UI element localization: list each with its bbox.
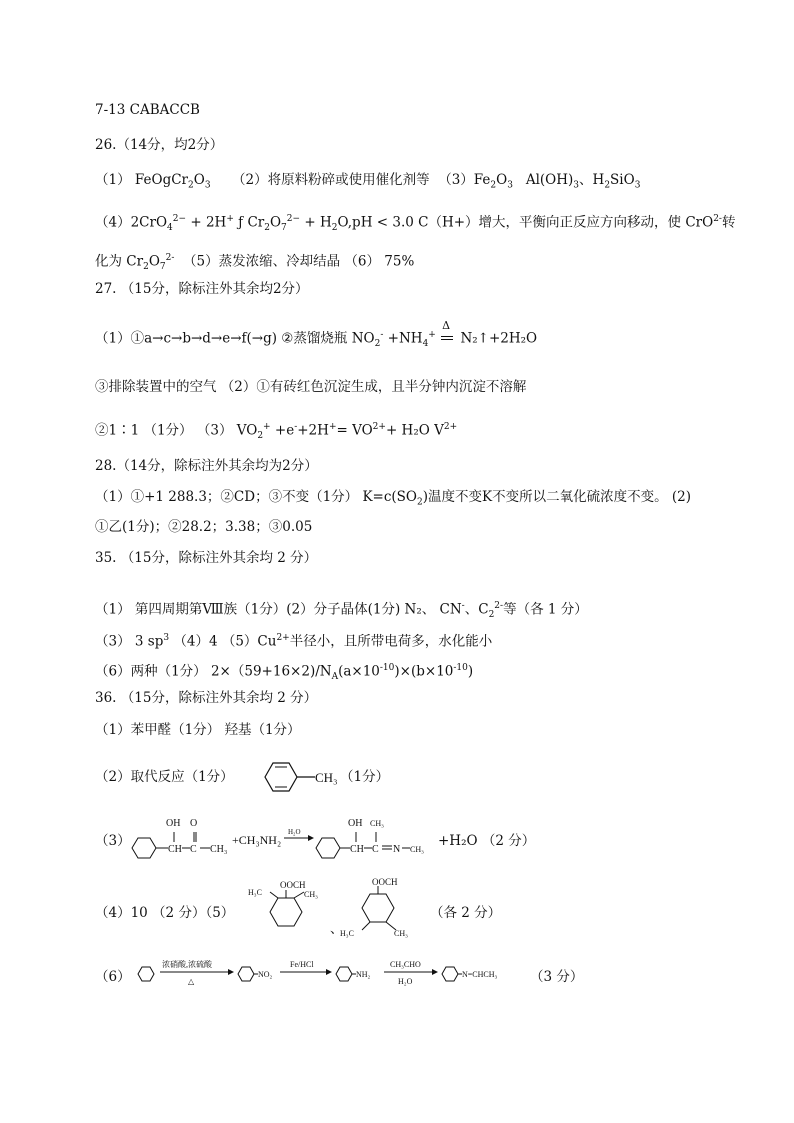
section-28-line-2: ①乙(1分)；②28.2；3.38；③0.05 (95, 519, 313, 535)
section-36-line-3-label: （3） (95, 833, 131, 849)
section-36-line-4: （4）10 （2 分）（5） (95, 905, 235, 921)
section-35-title: 35. （15分，除标注外其余均 2 分） (95, 550, 318, 566)
section-26-line-2: （4）2CrO$_4^{2-}$ + 2H+ ƒ $Cr_2O_7^{2-} + H_2O,pH < 3.0$ C（H+）增大，平衡向正反应方向移动，使 CrO$^{2-}$转 (95, 214, 736, 234)
section-27-title: 27. （15分，除标注外其余均2分） (95, 281, 309, 297)
svg-text:OH: OH (348, 818, 363, 829)
heat-symbol: Δ (442, 319, 451, 332)
section-36-title: 36. （15分，除标注外其余均 2 分） (95, 690, 318, 706)
section-36-line-5-label: （6） (95, 969, 131, 985)
section-36-line-1: （1）苯甲醛（1分） 羟基（1分） (95, 722, 301, 738)
section-27-line-1: （1）①a→c→b→d→e→f(→g) ②蒸馏烧瓶 $NO_2^- +NH_4^+$ Δ N₂↑+2H₂O (95, 319, 538, 350)
section-26-title: 26.（14分，均2分） (95, 137, 224, 153)
section-36-line-2: （2）取代反应（1分） (95, 769, 234, 785)
svg-text:CH₃: CH₃ (315, 770, 338, 785)
section-26-line-3: 化为 $Cr_2O_7^{2-}$ （5）蒸发浓缩、冷却结晶 （6） 75% (95, 253, 415, 273)
section-35-line-3: （6）两种（1分） $2\times(59+16\times 2)/N_A(a\times 10^{-10})\times(b\times 10^{-10})$ (95, 663, 474, 683)
section-27-line-3: ②1∶1 （1分） （3） $VO_2^+ +e^-+2H^+= VO^{2+}+ H_2O$ $V^{2+}$ (95, 422, 458, 442)
svg-text:H₂O: H₂O (288, 828, 301, 836)
svg-text:+CH₃NH₂: +CH₃NH₂ (232, 833, 282, 847)
section-36-line-2-score: （1分） (340, 769, 390, 785)
section-36-line-5-tail: （3 分） (530, 969, 584, 985)
toluene-structure (255, 755, 345, 799)
svg-text:N: N (393, 844, 401, 855)
svg-text:CH₃CHO: CH₃CHO (390, 960, 421, 969)
svg-text:浓硝酸,浓硫酸: 浓硝酸,浓硫酸 (162, 960, 212, 969)
svg-text:CH: CH (350, 844, 364, 855)
isomer-2-structure (338, 878, 422, 940)
svg-text:OH: OH (166, 818, 181, 829)
section-28-line-1: （1）①+1 288.3；②CD；③不变（1分） $K=c(SO_2)$温度不变K不变所以二氧化硫浓度不变。 (2) (95, 489, 692, 508)
svg-text:CH₃: CH₃ (410, 845, 424, 854)
svg-text:OOCH: OOCH (372, 878, 398, 887)
section-26-line-1: （1） $FeOgCr_2O_3$ （2）将原料粉碎或使用催化剂等 $(3)Fe_2O_3$ $Al(OH)_3$、$H_2SiO_3$ (95, 172, 641, 191)
isomer-separator: 、 (330, 922, 344, 937)
svg-text:H₃C: H₃C (248, 888, 262, 897)
svg-text:O: O (190, 818, 198, 829)
svg-text:H₂O: H₂O (398, 977, 413, 986)
svg-text:OOCH: OOCH (280, 880, 306, 890)
svg-text:N=CHCH₃: N=CHCH₃ (462, 970, 498, 979)
svg-text:CH₃: CH₃ (210, 844, 228, 855)
section-36-line-4-tail: （各 2 分） (430, 905, 502, 921)
section-35-line-1: （1） 第四周期第Ⅷ族（1分）(2）分子晶体(1分) N₂、 CN-、$C_2^{2-}$等（各 1 分） (95, 601, 588, 621)
svg-text:CH₃: CH₃ (394, 929, 408, 938)
reaction-3-scheme (128, 812, 438, 864)
svg-text:NH₂: NH₂ (356, 970, 371, 979)
synthesis-route (130, 958, 530, 992)
section-28-title: 28.（14分，除标注外其余均为2分） (95, 458, 318, 474)
section-35-line-2: （3） 3 $sp^3$ （4）4 $(5)Cu^{2+}$半径小，且所带电荷多，水化能小 (95, 633, 493, 650)
svg-text:△: △ (188, 977, 195, 986)
answer-line-1: 7-13 CABACCB (95, 102, 200, 118)
svg-text:C: C (190, 844, 197, 855)
svg-text:Fe/HCl: Fe/HCl (290, 960, 314, 969)
svg-text:C: C (372, 844, 379, 855)
svg-text:CH₃: CH₃ (304, 890, 318, 899)
section-36-line-3-tail: +H₂O （2 分） (438, 833, 536, 849)
svg-text:H₃C: H₃C (340, 929, 354, 938)
svg-text:CH: CH (168, 844, 182, 855)
isomer-1-structure (248, 878, 332, 940)
section-27-line-2: ③排除装置中的空气 （2）①有砖红色沉淀生成，且半分钟内沉淀不溶解 (95, 379, 527, 395)
svg-text:CH₃: CH₃ (370, 819, 384, 828)
svg-text:NO₂: NO₂ (258, 970, 273, 979)
